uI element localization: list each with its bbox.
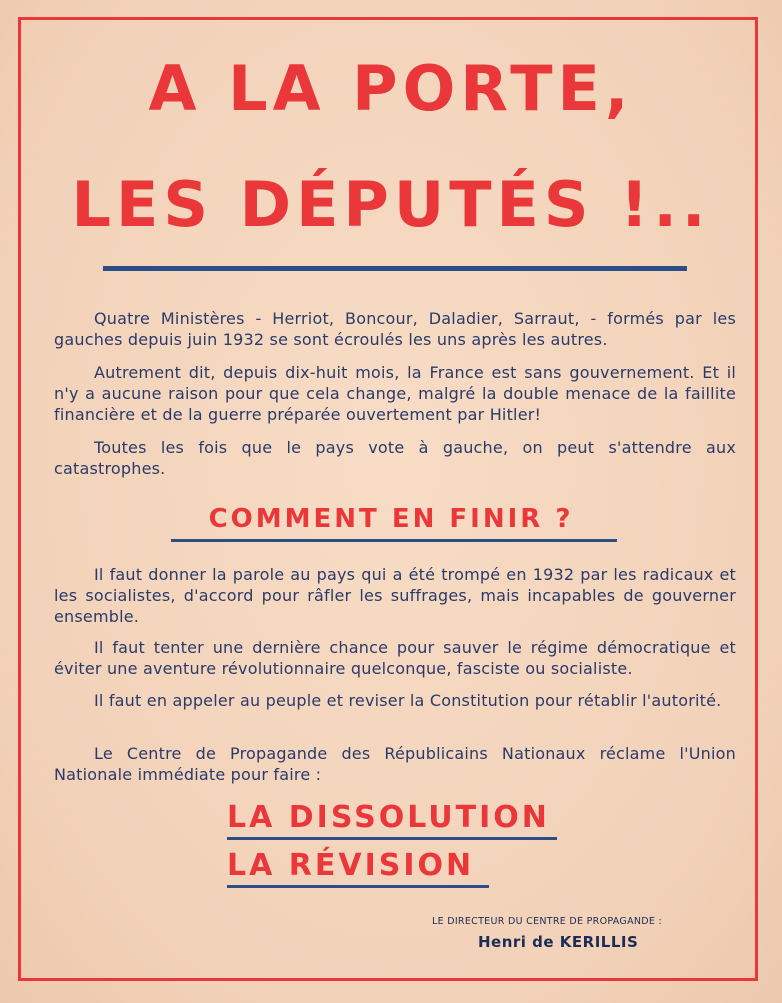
demand-dissolution: LA DISSOLUTION (227, 800, 550, 835)
demand-dissolution-underline (227, 837, 557, 840)
demand-revision-underline (227, 885, 489, 888)
subheading: COMMENT EN FINIR ? (208, 504, 574, 534)
signature-role: LE DIRECTEUR DU CENTRE DE PROPAGANDE : (432, 916, 663, 927)
headline-line-1: A LA PORTE, (148, 52, 634, 125)
intro-paragraph-2: Autrement dit, depuis dix-huit mois, la France est sans gouvernement. Et il n'y a aucune raison pour que cela change, malgré la double menace de la faillite financière et de la guerre préparée ouvertement par Hitler! (54, 363, 736, 424)
body-paragraph-2: Il faut tenter une dernière chance pour sauver le régime démocratique et éviter une aventure révolutionnaire quelconque, fasciste ou socialiste. (54, 638, 736, 678)
subheading-underline (171, 539, 617, 542)
headline-line-2: LES DÉPUTÉS !.. (71, 168, 711, 241)
signature-name: Henri de KERILLIS (478, 933, 639, 951)
body-paragraph-3: Il faut en appeler au peuple et reviser la Constitution pour rétablir l'autorité. (94, 691, 722, 710)
body-paragraph-1: Il faut donner la parole au pays qui a été trompé en 1932 par les radicaux et les socialistes, d'accord pour râfler les suffrages, mais incapables de gouverner ensemble. (54, 565, 736, 626)
body-paragraph-4: Le Centre de Propagande des Républicains Nationaux réclame l'Union Nationale immédiate pour faire : (54, 744, 736, 784)
intro-paragraph-3: Toutes les fois que le pays vote à gauche, on peut s'attendre aux catastrophes. (54, 438, 736, 478)
headline-underline (103, 266, 687, 271)
intro-paragraph-1: Quatre Ministères - Herriot, Boncour, Daladier, Sarraut, - formés par les gauches depuis juin 1932 se sont écroulés les uns après les autres. (54, 309, 736, 349)
demand-revision: LA RÉVISION (227, 848, 475, 883)
